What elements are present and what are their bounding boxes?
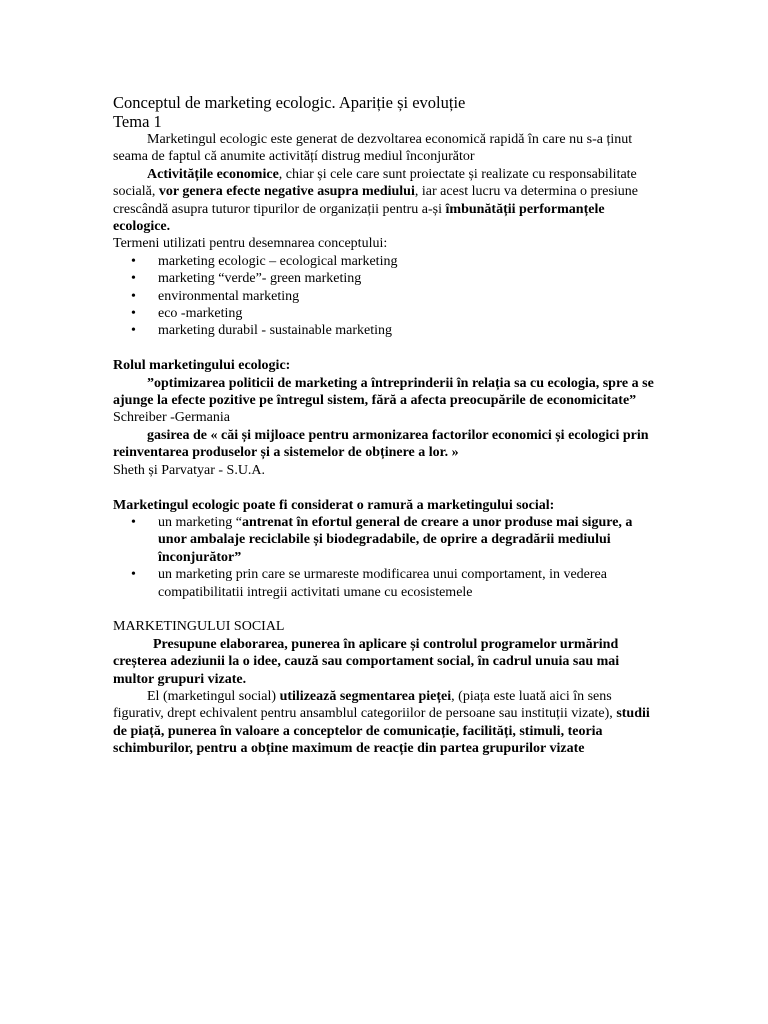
social-marketing-p1-text: Presupune elaborarea, punerea în aplicare și controlul programelor urmărind creșterea adeziunii la o idee, cauză sau comportament social, în cadrul unuia sau mai multor grupuri vizate. [113,636,620,687]
list-item [113,322,661,339]
role-heading-text: Rolul marketingului ecologic: [113,358,291,374]
list-item [113,514,661,566]
role-quote-1-source: Schreiber -Germania [113,410,230,426]
bullet-icon: • [131,253,136,269]
activities-bold-3: îmbunătății performanțele ecologice. [113,201,605,235]
bullet-icon: • [131,323,136,339]
sm-p2-bold-1: utilizează segmentarea pieței [279,688,452,704]
document-body [113,93,661,758]
role-quote-2-source: Sheth și Parvatyar - S.U.A. [113,462,266,478]
list-item [113,566,661,601]
term-text: marketing ecologic – ecological marketing [158,253,398,269]
list-item [113,253,661,270]
intro-paragraph: Marketingul ecologic este generat de dezvoltarea economică rapidă în care nu s-a ținut seama de faptul că anumite activitățí distrug mediul înconjurător [113,132,633,165]
spacer [113,601,661,618]
social-item-1-prefix: un marketing “ [158,514,242,530]
role-heading [113,357,661,374]
document-subtitle: Tema 1 [113,112,162,131]
document-title: Conceptul de marketing ecologic. Apariție și evoluție [113,93,466,112]
list-item [113,305,661,322]
sm-p2-text-2: , (piața este luată aici în sens figurativ, drept echivalent pentru ansamblul categoriilor de persoane sau instituții vizate), [113,688,617,722]
social-marketing-paragraph-2 [113,688,661,758]
spacer [113,479,661,496]
sm-p2-bold-2: studii de piață, punerea în valoare a conceptelor de comunicație, facilități, stimuli, teoria schimburilor, pentru a obține maximum de reacție din partea grupurilor vizate [113,706,650,757]
bullet-icon: • [131,271,136,287]
activities-bold-1: Activitățile economice [147,166,279,182]
role-quote-2 [113,427,661,462]
bullet-icon: • [131,306,136,322]
list-item [113,288,661,305]
activities-paragraph [113,166,661,236]
role-quote-1-text: ”optimizarea politicii de marketing a întreprinderii în relația sa cu ecologia, spre a se ajunge la efecte pozitive pe întregul sistem, fără a afecta preocupările de economicitate” [113,375,654,409]
social-heading [113,497,661,514]
role-quote-2-text: gasirea de « căi și mijloace pentru armonizarea factorilor economici și ecologici prin reinventarea produselor și a sistemelor de obținere a lor. » [113,427,649,461]
social-marketing-paragraph-1 [113,636,661,688]
term-text: eco -marketing [158,306,243,322]
social-heading-text: Marketingul ecologic poate fi considerat o ramură a marketingului social: [113,497,555,513]
terms-intro: Termeni utilizati pentru desemnarea conceptului: [113,236,388,252]
bullet-icon: • [131,514,136,530]
role-quote-1 [113,375,661,427]
social-list [113,514,661,601]
activities-text-2: , iar acest lucru va determina o presiune crescândă asupra tuturor tipurilor de organizații pentru a-și [113,184,638,217]
activities-bold-2: vor genera efecte negative asupra mediului [158,184,415,200]
bullet-icon: • [131,288,136,304]
social-item-2-text: un marketing prin care se urmareste modificarea unui comportament, in vederea compatibilitatii intregii activitati umane cu ecosistemele [158,567,607,600]
term-text: marketing durabil - sustainable marketing [158,323,393,339]
spacer [113,340,661,357]
terms-list [113,253,661,340]
list-item [113,270,661,287]
social-marketing-heading: MARKETINGULUI SOCIAL [113,619,285,635]
term-text: environmental marketing [158,288,300,304]
sm-p2-text-1: El (marketingul social) [147,688,280,704]
term-text: marketing “verde”- green marketing [158,271,362,287]
activities-text-1: , chiar și cele care sunt proiectate și realizate cu responsabilitate socială, [113,166,637,200]
social-item-1-bold: antrenat în efortul general de creare a unor produse mai sigure, a unor ambalaje reciclabile și biodegradabile, de oprire a degradării mediului înconjurător” [158,514,633,565]
bullet-icon: • [131,567,136,583]
